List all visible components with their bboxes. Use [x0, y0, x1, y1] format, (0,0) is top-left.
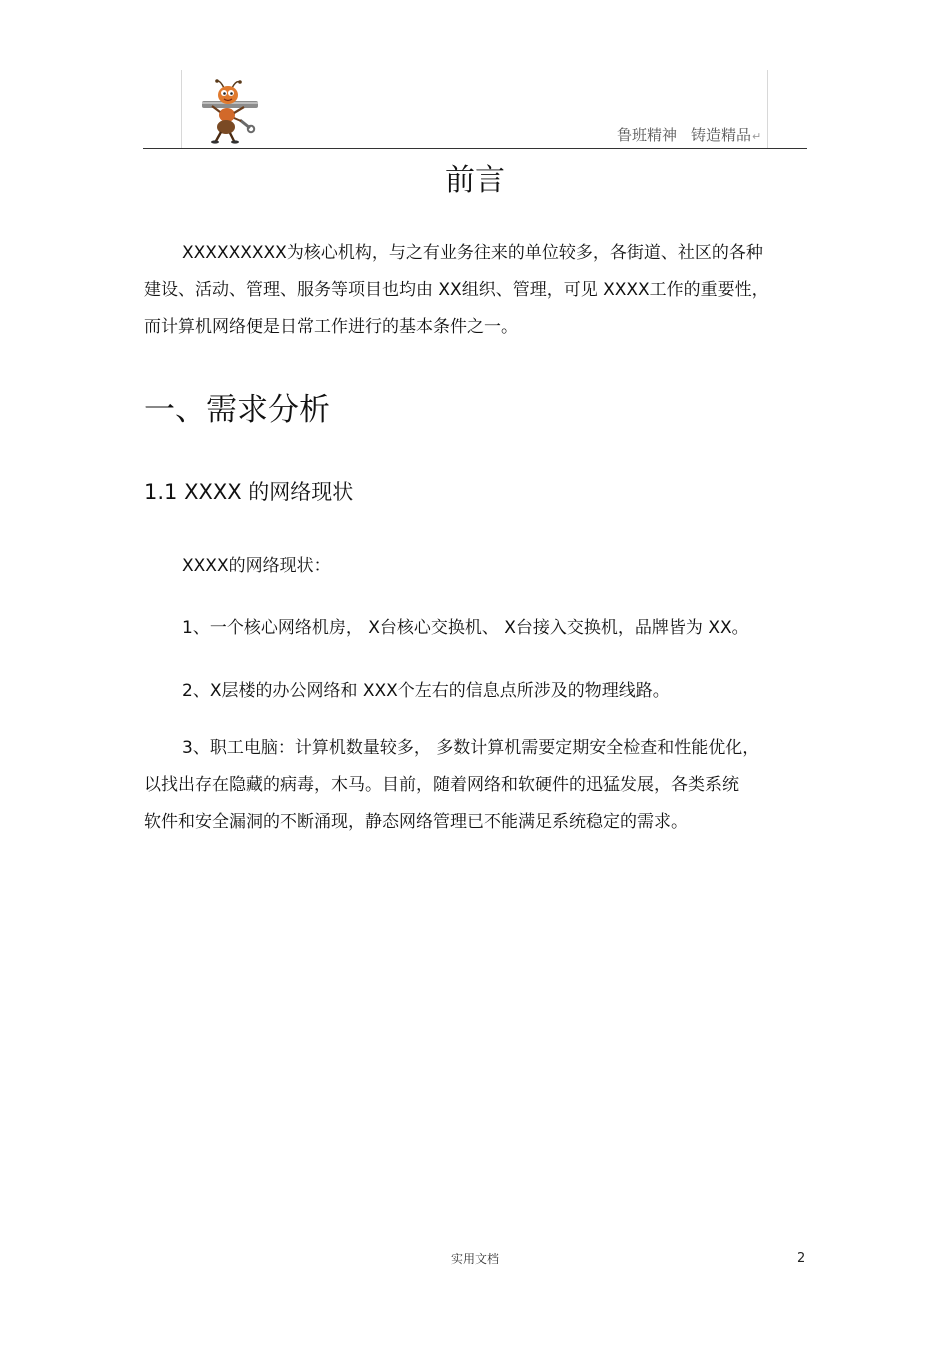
list-item-1: 1、一个核心网络机房， X台核心交换机、 X台接入交换机，品牌皆为 XX。: [182, 618, 749, 638]
motto-left: 鲁班精神: [617, 126, 678, 144]
page-number: 2: [797, 1251, 806, 1266]
subsection-heading: 1.1 XXXX 的网络现状: [144, 480, 354, 504]
page-header: [0, 0, 950, 150]
return-mark-icon: ↵: [752, 130, 762, 143]
list-item-3: [144, 730, 794, 841]
motto-right: 铸造精品: [691, 126, 752, 144]
item3-line-1: 3、职工电脑：计算机数量较多， 多数计算机需要定期安全检查和性能优化，: [182, 738, 760, 758]
list-item-2: 2、X层楼的办公网络和 XXX个左右的信息点所涉及的物理线路。: [182, 681, 670, 701]
item3-line-2: 以找出存在隐藏的病毒，木马。目前，随着网络和软硬件的迅猛发展，各类系统: [144, 775, 739, 795]
intro-line-2: 建设、活动、管理、服务等项目也均由 XX组织、管理，可见 XXXX工作的重要性，: [144, 280, 769, 300]
page-title: 前言: [445, 163, 505, 198]
network-status-lead: XXXX的网络现状：: [182, 556, 331, 576]
header-rule: [143, 148, 807, 149]
intro-paragraph: [144, 235, 794, 346]
ant-mascot-icon: [196, 76, 262, 144]
intro-line-3: 而计算机网络便是日常工作进行的基本条件之一。: [144, 317, 518, 337]
intro-line-1: XXXXXXXXX为核心机构，与之有业务往来的单位较多，各街道、社区的各种: [182, 243, 763, 263]
footer-label: 实用文档: [450, 1252, 499, 1266]
section-heading: 一、需求分析: [144, 392, 330, 428]
header-motto: [617, 124, 761, 145]
item3-line-3: 软件和安全漏洞的不断涌现，静态网络管理已不能满足系统稳定的需求。: [144, 812, 688, 832]
